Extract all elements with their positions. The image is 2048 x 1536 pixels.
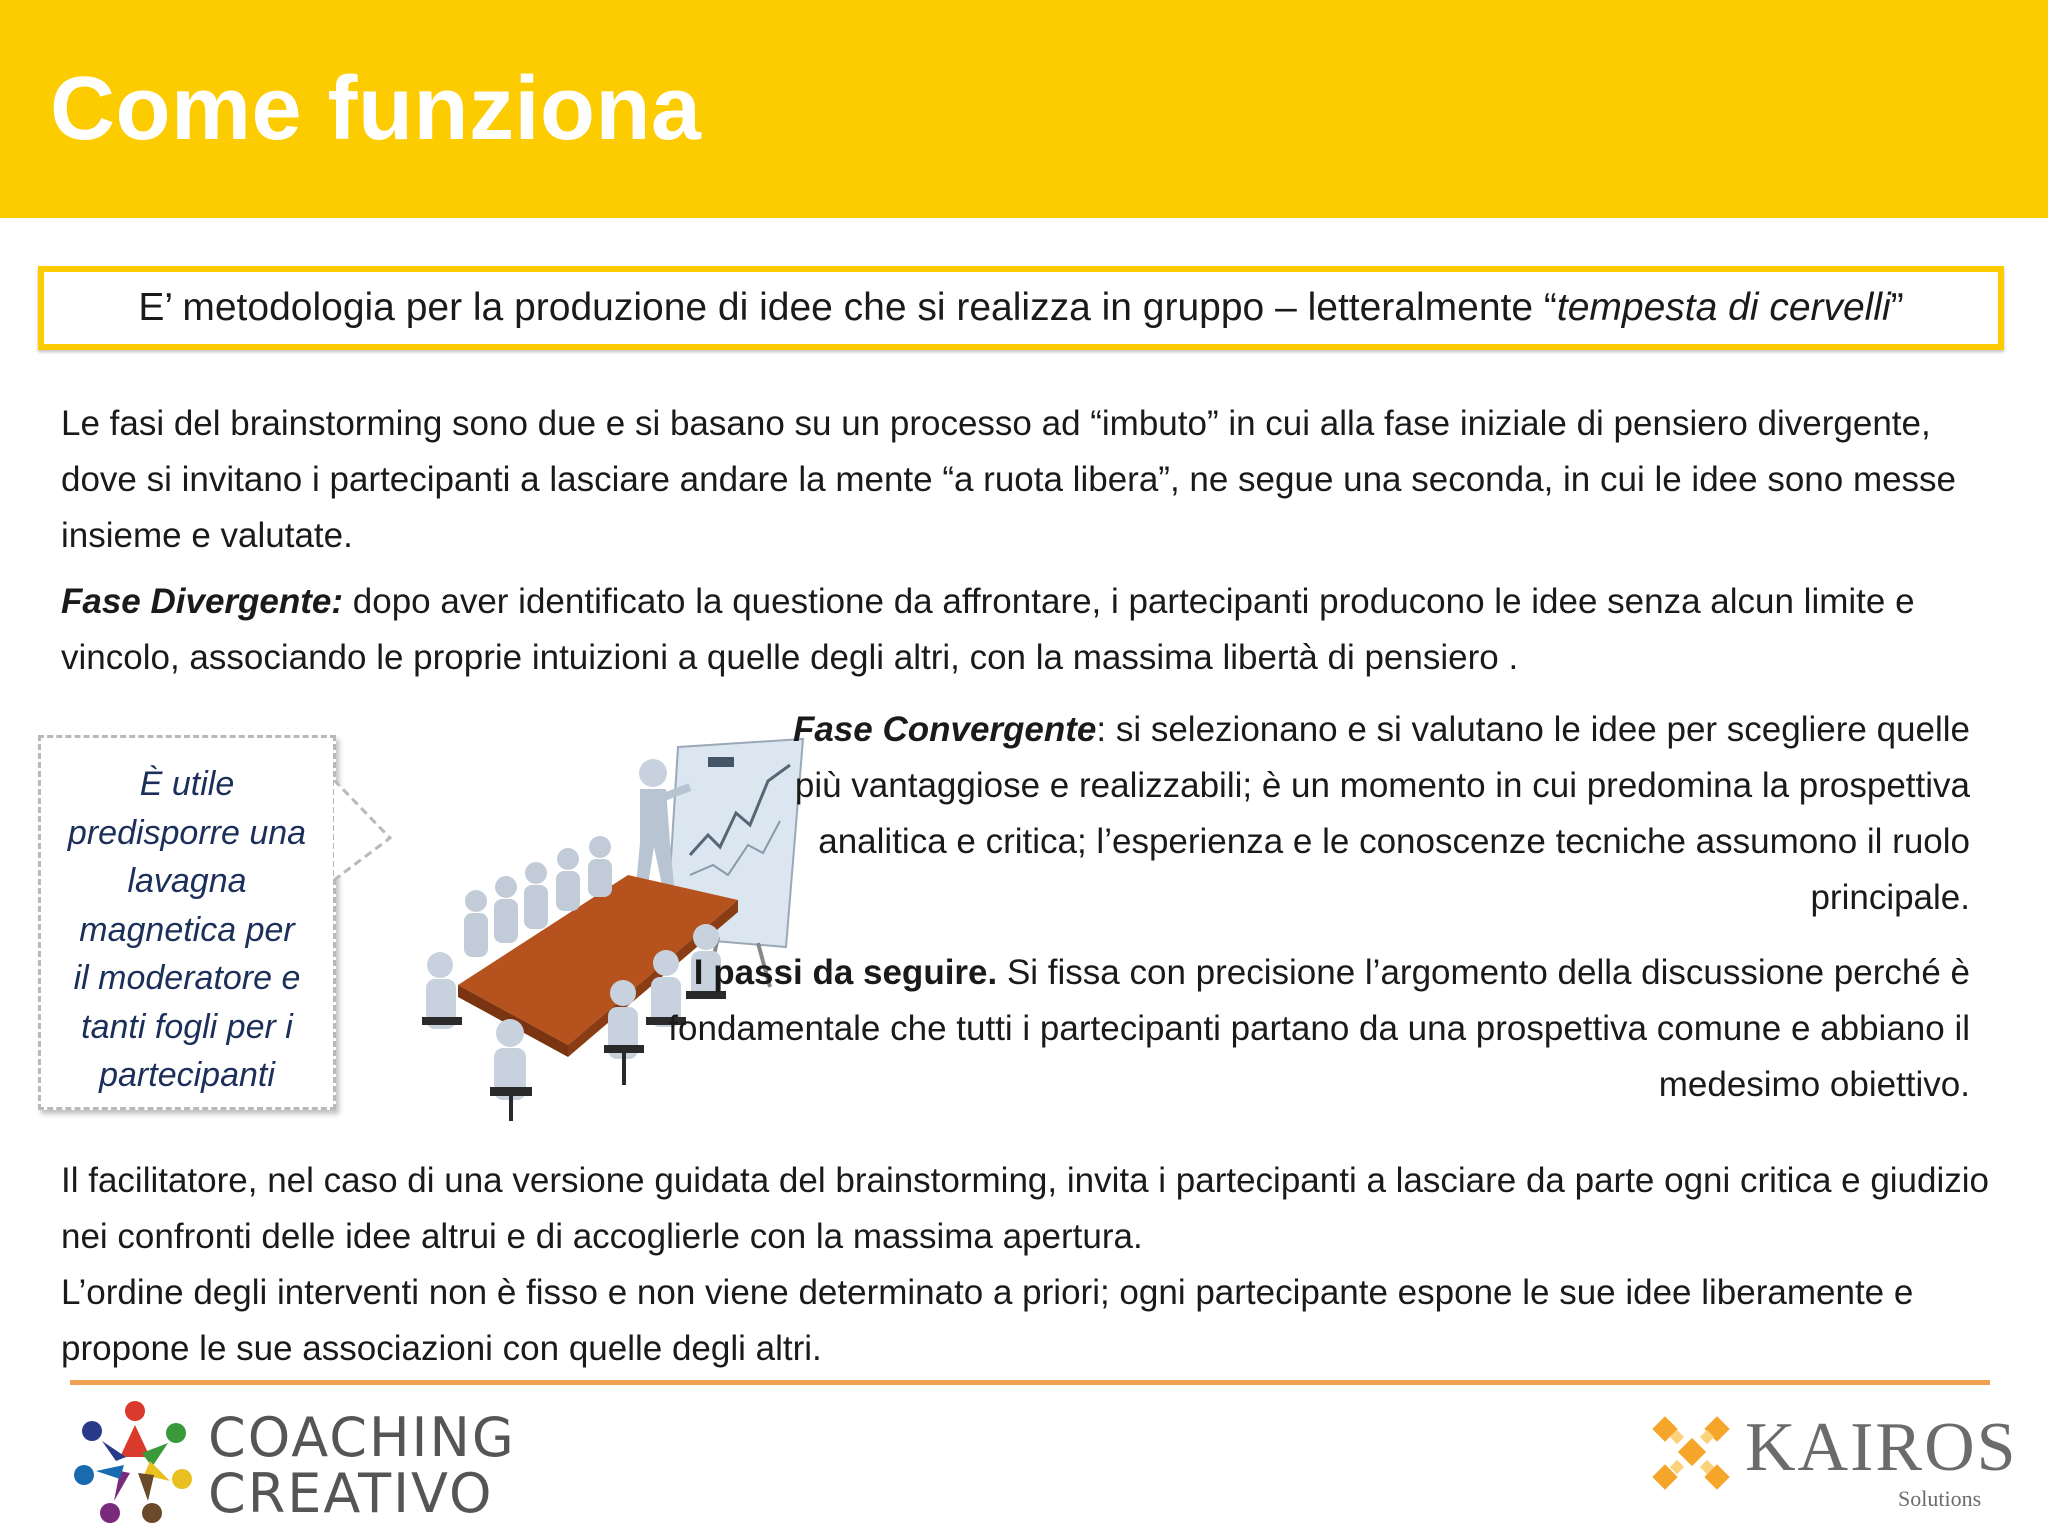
facilitator-paragraph: Il facilitatore, nel caso di una versione guidata del brainstorming, invita i partecipanti a lasciare da parte ogni critica e giudizio nei confronti delle idee altrui e di accoglierle con la massima apertura.: [61, 1161, 1990, 1256]
steps-paragraph: [570, 945, 1970, 1113]
steps-label: I passi da seguire.: [693, 953, 998, 992]
wordmark-line: CREATIVO: [208, 1462, 494, 1525]
callout-line: predisporre una: [67, 813, 307, 852]
convergent-label: Fase Convergente: [792, 710, 1097, 749]
kairos-wordmark: KAIROS: [1745, 1409, 2018, 1486]
divergent-label: Fase Divergente:: [61, 582, 344, 621]
page-title: Come funziona: [50, 59, 702, 159]
title-bar: [0, 0, 2048, 218]
callout-line: È utile: [139, 765, 235, 803]
convergent-paragraph: [790, 702, 1970, 926]
definition-text: E’ metodologia per la produzione di idee che si realizza in gruppo – letteralmente “: [138, 286, 1557, 329]
kairos-subtitle: Solutions: [1898, 1486, 1982, 1511]
definition-suffix: ”: [1890, 286, 1904, 329]
callout-tail: [334, 780, 394, 890]
definition-box: [38, 266, 2004, 350]
callout-line: il moderatore e: [73, 959, 301, 997]
footer-divider: [70, 1380, 1990, 1385]
divergent-text: dopo aver identificato la questione da affrontare, i partecipanti producono le idee senza alcun limite e vincolo, associando le proprie intuizioni a quelle degli altri, con la massima libertà di pensiero .: [61, 582, 1915, 677]
callout-line: magnetica per: [79, 910, 295, 949]
intro-paragraph: Le fasi del brainstorming sono due e si basano su un processo ad “imbuto” in cui alla fase iniziale di pensiero divergente, dove si invitano i partecipanti a lasciare andare la mente “a ruota libera”, ne segue una seconda, in cui le idee sono messe insieme e valutate.: [61, 404, 1957, 555]
callout-line: lavagna: [127, 862, 247, 900]
kairos-logo-icon: [1650, 1410, 1736, 1496]
callout-line: partecipanti: [99, 1056, 275, 1094]
definition-emphasis: tempesta di cervelli: [1556, 286, 1891, 329]
callout-line: tanti fogli per i: [81, 1007, 293, 1046]
steps-text: Si fissa con precisione l’argomento della discussione perché è fondamentale che tutti i partecipanti partano da una prospettiva comune e abbiano il medesimo obiettivo.: [668, 953, 1970, 1104]
convergent-text: : si selezionano e si valutano le idee per scegliere quelle più vantaggiose e realizzabili; è un momento in cui predomina la prospettiva analitica e critica; l’esperienza e le conoscenze tecniche assumono il ruolo principale.: [794, 710, 1970, 917]
callout-box: [38, 735, 336, 1110]
divergent-paragraph: [61, 574, 2001, 686]
wordmark-line: COACHING: [208, 1406, 516, 1469]
coaching-creativo-logo-icon: [70, 1395, 200, 1525]
coaching-creativo-wordmark: [208, 1406, 516, 1525]
order-paragraph: L’ordine degli interventi non è fisso e non viene determinato a priori; ogni partecipante espone le sue idee liberamente e propone le sue associazioni con quelle degli altri.: [61, 1273, 1914, 1368]
